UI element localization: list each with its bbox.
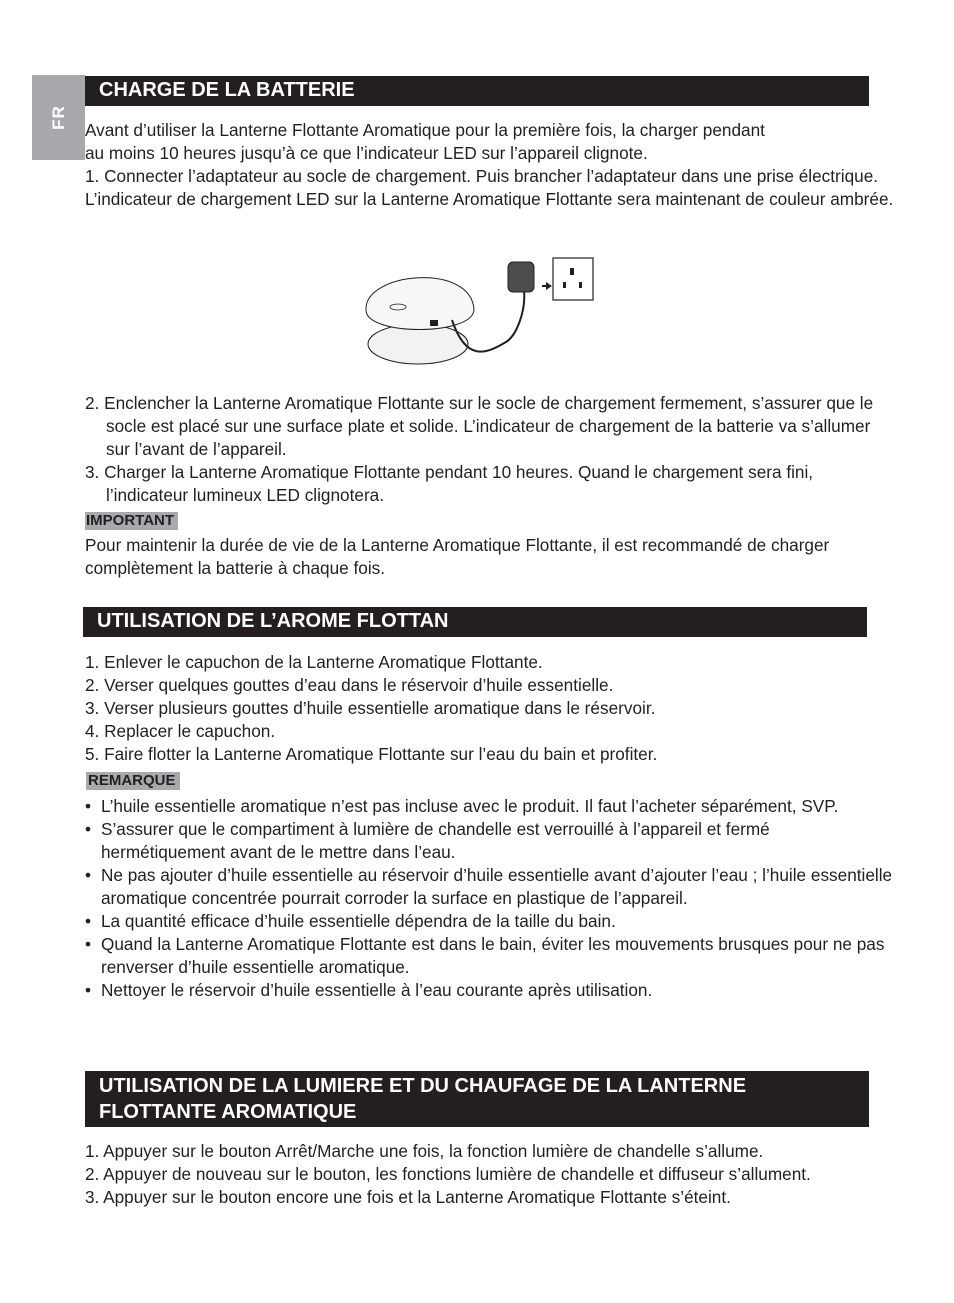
- bullet-mark: •: [85, 796, 92, 816]
- lantern-dome-icon: [366, 278, 474, 330]
- remarque-bullet-1: [85, 795, 895, 818]
- remarque-bullet-6: [85, 979, 895, 1002]
- bullet-text: L’huile essentielle aromatique n’est pas incluse avec le produit. Il faut l’acheter séparément, SVP.: [101, 796, 839, 816]
- remarque-badge: REMARQUE: [86, 772, 180, 790]
- light-step-3: 3. Appuyer sur le bouton encore une fois et la Lanterne Aromatique Flottante s’éteint.: [85, 1187, 731, 1207]
- section-title-line-2: FLOTTANTE AROMATIQUE: [99, 1101, 357, 1123]
- bullet-text: La quantité efficace d’huile essentielle dépendra de la taille du bain.: [101, 911, 616, 931]
- intro-line-1: Avant d’utiliser la Lanterne Flottante Aromatique pour la première fois, la charger pendant: [85, 120, 765, 140]
- remarque-bullet-2: [85, 818, 895, 864]
- lantern-base-icon: [368, 324, 468, 364]
- aroma-step-5: 5. Faire flotter la Lanterne Aromatique Flottante sur l’eau du bain et profiter.: [85, 744, 658, 764]
- charging-intro-block: [85, 119, 895, 211]
- aroma-step-3: 3. Verser plusieurs gouttes d’huile essentielle aromatique dans le réservoir.: [85, 698, 656, 718]
- section-heading-light-heating: [85, 1071, 869, 1127]
- section-title-line-1: UTILISATION DE LA LUMIERE ET DU CHAUFAGE DE LA LANTERNE: [99, 1075, 747, 1097]
- bullet-mark: •: [85, 819, 92, 839]
- light-step-2: 2. Appuyer de nouveau sur le bouton, les fonctions lumière de chandelle et diffuseur s’allument.: [85, 1164, 811, 1184]
- bullet-mark: •: [85, 911, 92, 931]
- language-label: FR: [48, 105, 68, 130]
- bullet-mark: •: [85, 865, 92, 885]
- bullet-mark: •: [85, 980, 92, 1000]
- remarque-bullet-3: [85, 864, 895, 910]
- power-adapter-icon: [508, 262, 534, 292]
- aroma-step-1: 1. Enlever le capuchon de la Lanterne Aromatique Flottante.: [85, 652, 543, 672]
- charging-step-2: 2. Enclencher la Lanterne Aromatique Flottante sur le socle de chargement fermement, s’assurer que le socle est placé sur une surface plate et solide. L’indicateur de chargement de la batterie va s’allumer sur l’avant de l’appareil.: [85, 393, 874, 459]
- section-heading-charging: [85, 76, 869, 106]
- light-steps-block: [85, 1140, 895, 1209]
- section-title: CHARGE DE LA BATTERIE: [99, 79, 355, 101]
- important-text: Pour maintenir la durée de vie de la Lanterne Aromatique Flottante, il est recommandé de charger complètement la batterie à chaque fois.: [85, 535, 830, 578]
- bullet-text: S’assurer que le compartiment à lumière de chandelle est verrouillé à l’appareil et fermé hermétiquement avant de le mettre dans l’eau.: [101, 819, 770, 862]
- remarque-bullets-block: [85, 795, 895, 1002]
- charging-step-3: 3. Charger la Lanterne Aromatique Flottante pendant 10 heures. Quand le chargement sera fini, l’indicateur lumineux LED clignotera.: [85, 462, 814, 505]
- important-badge: IMPORTANT: [85, 512, 178, 530]
- remarque-bullet-4: [85, 910, 895, 933]
- remarque-bullet-5: [85, 933, 895, 979]
- bullet-text: Quand la Lanterne Aromatique Flottante est dans le bain, éviter les mouvements brusques pour ne pas renverser d’huile essentielle aromatique.: [101, 934, 885, 977]
- language-tab: [32, 75, 85, 160]
- aroma-steps-block: [85, 651, 895, 766]
- charging-illustration: [356, 252, 598, 374]
- bullet-text: Ne pas ajouter d’huile essentielle au réservoir d’huile essentielle avant d’ajouter l’eau ; l’huile essentielle aromatique concentrée pourrait corroder la surface en plastique de l’appareil.: [101, 865, 893, 908]
- important-note-block: [85, 534, 895, 580]
- aroma-step-2: 2. Verser quelques gouttes d’eau dans le réservoir d’huile essentielle.: [85, 675, 614, 695]
- bullet-mark: •: [85, 934, 92, 954]
- section-title: UTILISATION DE L’AROME FLOTTAN: [97, 610, 449, 632]
- light-step-1: 1. Appuyer sur le bouton Arrêt/Marche une fois, la fonction lumière de chandelle s’allume.: [85, 1141, 764, 1161]
- bullet-text: Nettoyer le réservoir d’huile essentielle à l’eau courante après utilisation.: [101, 980, 653, 1000]
- charging-steps-block: [85, 392, 895, 507]
- intro-line-2: au moins 10 heures jusqu’à ce que l’indicateur LED sur l’appareil clignote.: [85, 143, 648, 163]
- charging-step-1: 1. Connecter l’adaptateur au socle de chargement. Puis brancher l’adaptateur dans une prise électrique. L’indicateur de chargement LED sur la Lanterne Aromatique Flottante sera maintenant de couleur ambrée.: [85, 166, 894, 209]
- aroma-step-4: 4. Replacer le capuchon.: [85, 721, 276, 741]
- section-heading-aroma: [83, 607, 867, 637]
- wall-socket-icon: [553, 258, 593, 300]
